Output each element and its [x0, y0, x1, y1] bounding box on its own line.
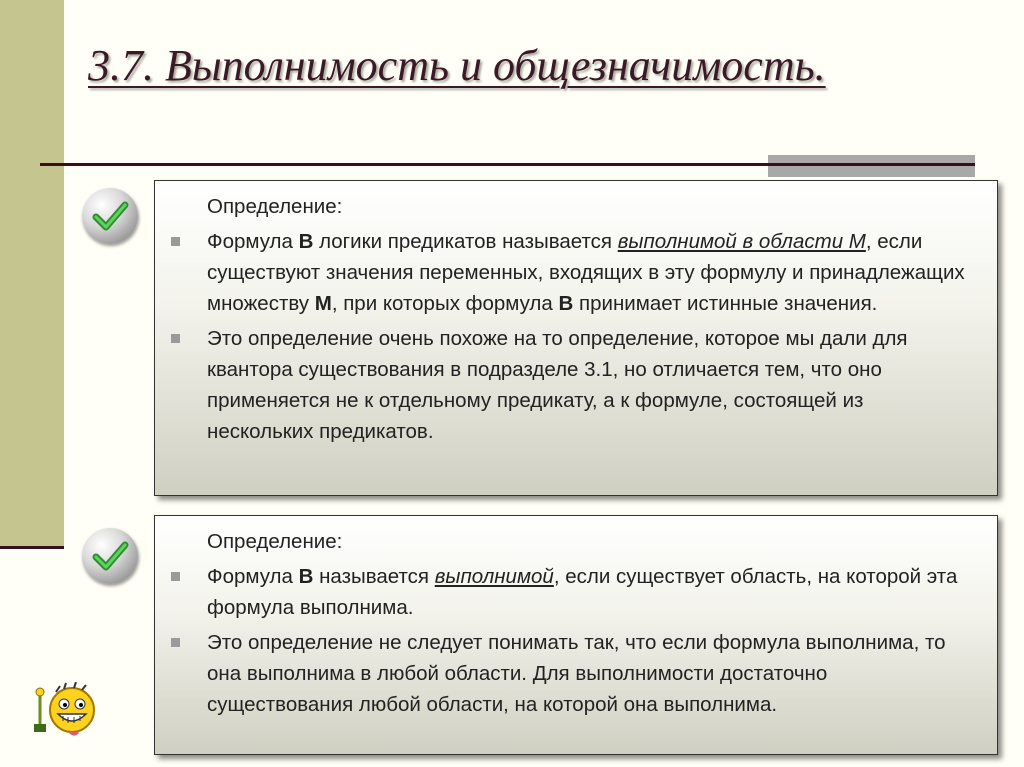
left-accent-rule — [0, 546, 64, 549]
bullet-icon — [171, 237, 180, 246]
left-accent-band — [0, 0, 64, 548]
list-item: Формула В логики предикатов называется выполнимой в области М, если существуют значения переменных, входящих в эту формулу и принадлежащих множеству М, при которых формула В принимает истинные значения. — [169, 226, 973, 319]
title-divider-accent — [768, 155, 975, 177]
term-satisfiable: выполнимой — [434, 565, 554, 588]
definition-heading: Определение: — [207, 530, 343, 553]
checkmark-icon — [82, 528, 138, 584]
slide-title: 3.7. Выполнимость и общезначимость. — [88, 41, 826, 90]
bullet-icon — [171, 572, 180, 581]
term-satisfiable-in-domain: выполнимой в области М — [617, 230, 866, 253]
smiley-icon — [30, 682, 102, 738]
bullet-icon — [171, 638, 180, 647]
list-item: Это определение не следует понимать так, что если формула выполнима, то она выполнима в любой области. Для выполнимости достаточно существования любой области, на которой она выполнима. — [169, 627, 973, 720]
definition-heading: Определение: — [207, 195, 343, 218]
bullet-icon — [171, 334, 180, 343]
definition-box-1 — [154, 180, 998, 496]
list-item: Формула В называется выполнимой, если существует область, на которой эта формула выполнима. — [169, 561, 973, 623]
list-item: Это определение очень похоже на то определение, которое мы дали для квантора существования в подразделе 3.1, но отличается тем, что оно применяется не к отдельному предикату, а к формуле, состоящей из нескольких предикатов. — [169, 323, 973, 447]
checkmark-icon — [82, 188, 138, 244]
definition-box-2 — [154, 515, 998, 755]
